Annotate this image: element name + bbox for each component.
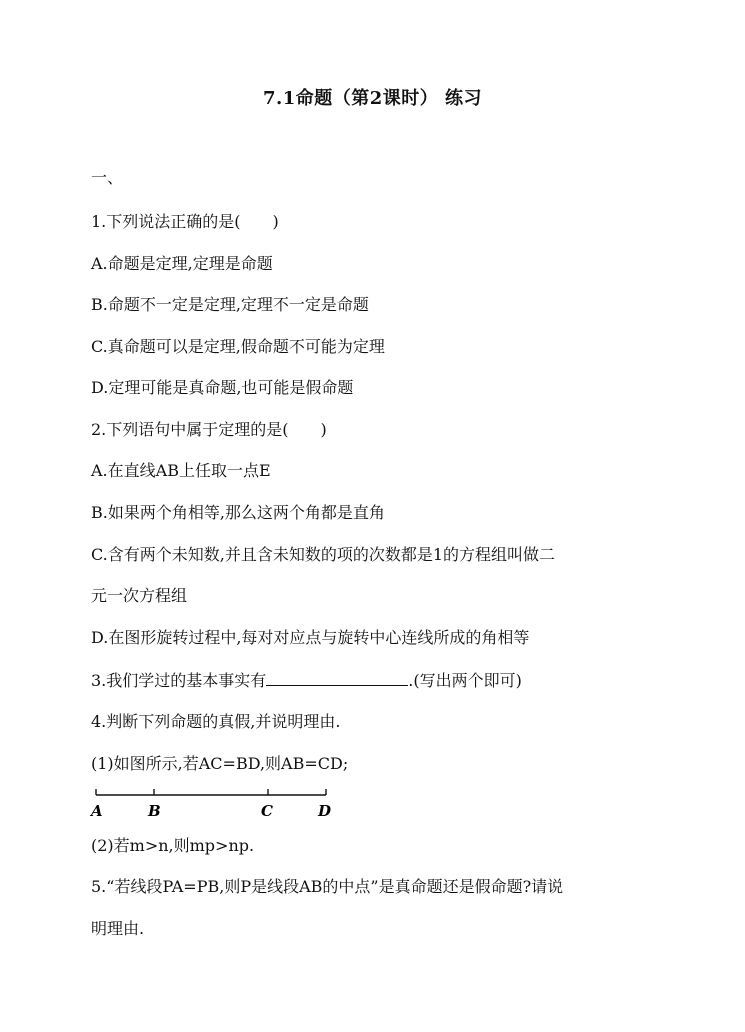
question-2-option-d: D.在图形旋转过程中,每对对应点与旋转中心连线所成的角相等	[91, 628, 530, 647]
question-3-text-after: .(写出两个即可)	[408, 671, 522, 690]
question-2-option-a: A.在直线AB上任取一点E	[91, 461, 271, 480]
point-label-a: A	[91, 802, 103, 820]
point-label-d: D	[318, 802, 332, 820]
question-1-stem: 1.下列说法正确的是( )	[91, 212, 279, 231]
question-1-option-c: C.真命题可以是定理,假命题不可能为定理	[91, 337, 385, 356]
question-4-part-1: (1)如图所示,若AC=BD,则AB=CD;	[91, 754, 349, 773]
question-2-stem: 2.下列语句中属于定理的是( )	[91, 420, 327, 439]
point-label-c: C	[261, 802, 273, 820]
point-label-b: B	[148, 802, 161, 820]
question-2-option-c-line2: 元一次方程组	[91, 586, 188, 605]
page-title: 7.1命题（第2课时） 练习	[262, 88, 483, 109]
question-5-line1: 5.“若线段PA=PB,则P是线段AB的中点”是真命题还是假命题?请说	[91, 877, 564, 896]
question-3	[91, 670, 522, 691]
question-1-option-b: B.命题不一定是定理,定理不一定是命题	[91, 295, 369, 314]
answer-blank[interactable]	[266, 670, 408, 686]
question-2-option-c-line1: C.含有两个未知数,并且含未知数的项的次数都是1的方程组叫做二	[91, 545, 556, 564]
question-1-option-d: D.定理可能是真命题,也可能是假命题	[91, 378, 354, 397]
line-segment-figure	[88, 786, 338, 822]
section-heading: 一、	[91, 168, 124, 187]
question-3-text-before: 3.我们学过的基本事实有	[91, 671, 267, 690]
question-4-part-2: (2)若m>n,则mp>np.	[91, 836, 255, 855]
question-1-option-a: A.命题是定理,定理是命题	[91, 254, 273, 273]
question-2-option-b: B.如果两个角相等,那么这两个角都是直角	[91, 503, 385, 522]
question-4-stem: 4.判断下列命题的真假,并说明理由.	[91, 712, 341, 731]
question-5-line2: 明理由.	[91, 919, 145, 938]
